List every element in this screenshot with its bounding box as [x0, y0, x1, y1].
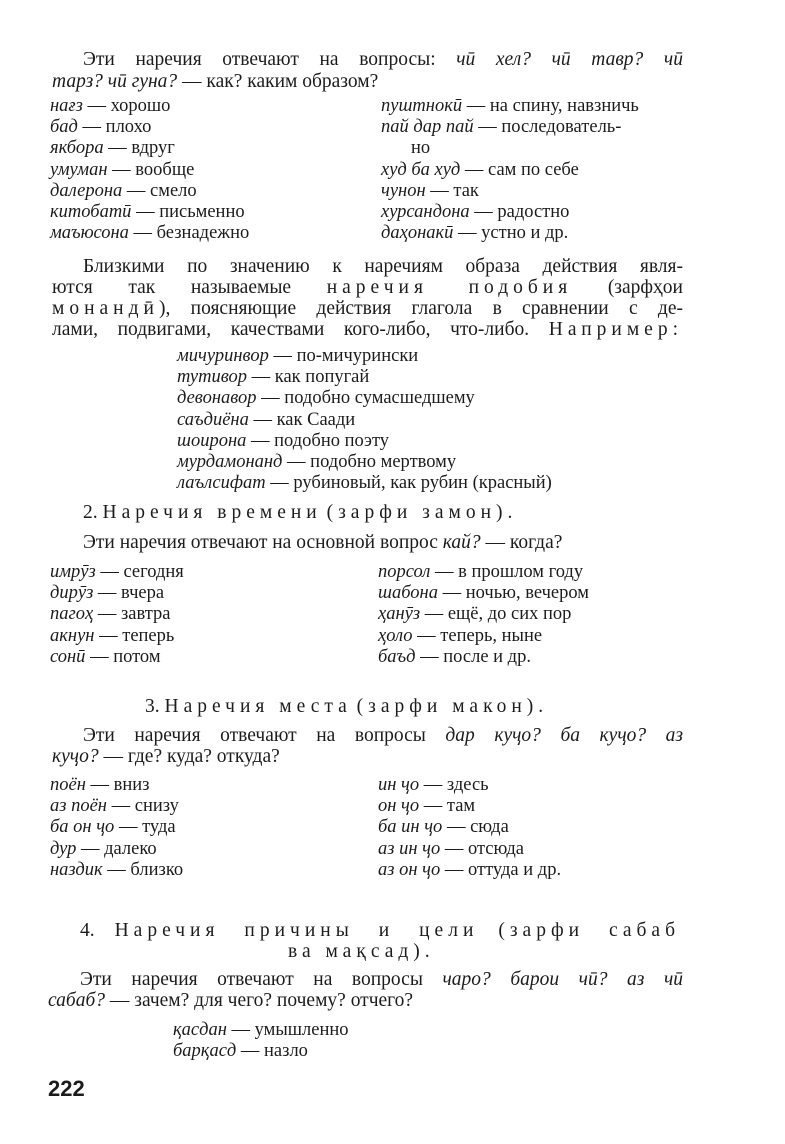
cause-adverbs-list — [173, 1020, 349, 1062]
list-item: далерона — смело — [50, 180, 197, 201]
list-item: шоирона — подобно поэту — [177, 430, 390, 451]
section-3-heading: 3. Наречия места (зарфи макон). — [145, 696, 549, 717]
list-item: имрӯз — сегодня — [50, 562, 184, 582]
list-item: сонӣ — потом — [50, 646, 161, 667]
list-item: китобатӣ — письменно — [50, 202, 245, 223]
similarity-adverbs-list — [177, 346, 552, 494]
list-item: акнун — теперь — [50, 625, 175, 646]
list-item: шабона — ночью, вечером — [378, 583, 589, 604]
list-item: қасдан — умышленно — [173, 1020, 349, 1040]
list-item: бад — плохо — [50, 117, 152, 138]
list-item-continuation: но — [411, 138, 431, 159]
section-2-heading: 2. Наречия времени (зарфи замон). — [83, 502, 518, 523]
list-item: аз он ҷо — оттуда и др. — [378, 859, 562, 880]
list-item: худ ба худ — сам по себе — [381, 159, 579, 180]
list-item: наздик — близко — [50, 859, 184, 880]
list-item: девонавор — подобно сумасшедшему — [177, 388, 475, 409]
time-adverbs-right — [378, 562, 589, 668]
list-item: нағз — хорошо — [50, 96, 171, 116]
list-item: пуштнокӣ — на спину, навзничь — [381, 96, 639, 116]
section-2-question: Эти наречия отвечают на основной вопрос кай? — когда? — [83, 532, 563, 553]
list-item: порсол — в прошлом году — [378, 562, 584, 582]
list-item: он ҷо — там — [378, 796, 476, 817]
list-item: барқасд — назло — [173, 1041, 308, 1062]
similarity-paragraph-line-1: Близкими по значению к наречиям образа действия явля- — [83, 256, 683, 277]
list-item: умуман — вообще — [50, 159, 195, 180]
list-item: дур — далеко — [50, 838, 157, 859]
list-item: аз ин ҷо — отсюда — [378, 838, 525, 859]
list-item: хурсандона — радостно — [381, 202, 570, 223]
list-item: ҳоло — теперь, ныне — [378, 625, 543, 646]
list-item: мурдамонанд — подобно мертвому — [177, 452, 457, 473]
list-item: пай дар пай — последователь- — [381, 117, 622, 138]
list-item: саъдиёна — как Саади — [177, 409, 356, 430]
list-item: ҳанӯз — ещё, до сих пор — [378, 604, 572, 625]
similarity-paragraph-line-3: монандӣ), поясняющие действия глагола в сравнении с де- — [52, 298, 683, 319]
list-item: ин ҷо — здесь — [378, 775, 489, 795]
time-adverbs-left — [50, 562, 184, 668]
place-adverbs-right — [378, 775, 561, 881]
section-3-question-line-2: куҷо? — где? куда? откуда? — [52, 746, 280, 767]
list-item: лаълсифат — рубиновый, как рубин (красный) — [177, 473, 552, 494]
list-item: даҳонакӣ — устно и др. — [381, 223, 569, 244]
list-item: дирӯз — вчера — [50, 583, 165, 604]
list-item: якбора — вдруг — [50, 138, 175, 159]
manner-adverbs-right — [381, 96, 639, 244]
similarity-paragraph-line-4: лами, подвигами, качествами кого-либо, что-либо. Например: — [52, 319, 683, 340]
place-adverbs-left — [50, 775, 183, 881]
list-item: тутивор — как попугай — [177, 367, 370, 388]
manner-adverbs-left — [50, 96, 249, 244]
section-4-question-line-1: Эти наречия отвечают на вопросы чаро? барои чӣ? аз чӣ — [80, 969, 683, 990]
section-4-question-line-2: сабаб? — зачем? для чего? почему? отчего? — [48, 990, 414, 1011]
list-item: поён — вниз — [50, 775, 150, 795]
list-item: мичуринвор — по-мичурински — [177, 346, 419, 366]
list-item: баъд — после и др. — [378, 646, 531, 667]
manner-intro-line-2: тарз? чӣ гуна? — как? каким образом? — [52, 71, 379, 92]
list-item: аз поён — снизу — [50, 796, 179, 817]
manner-intro-line-1: Эти наречия отвечают на вопросы: чӣ хел? чӣ тавр? чӣ — [83, 49, 683, 70]
similarity-paragraph-line-2: ются так называемые наречия подобия (зарфҳои — [52, 277, 683, 298]
section-4-heading-line-2: ва мақсад). — [288, 941, 435, 962]
section-3-question-line-1: Эти наречия отвечают на вопросы дар куҷо? ба куҷо? аз — [83, 725, 684, 746]
list-item: чунон — так — [381, 180, 479, 201]
list-item: пагоҳ — завтра — [50, 604, 171, 625]
list-item: ба ин ҷо — сюда — [378, 817, 509, 838]
list-item: ба он ҷо — туда — [50, 817, 176, 838]
page-number: 222 — [48, 1076, 85, 1101]
section-4-heading-line-1: 4. Наречия причины и цели (зарфи сабаб — [80, 920, 681, 941]
list-item: маъюсона — безнадежно — [50, 223, 250, 244]
